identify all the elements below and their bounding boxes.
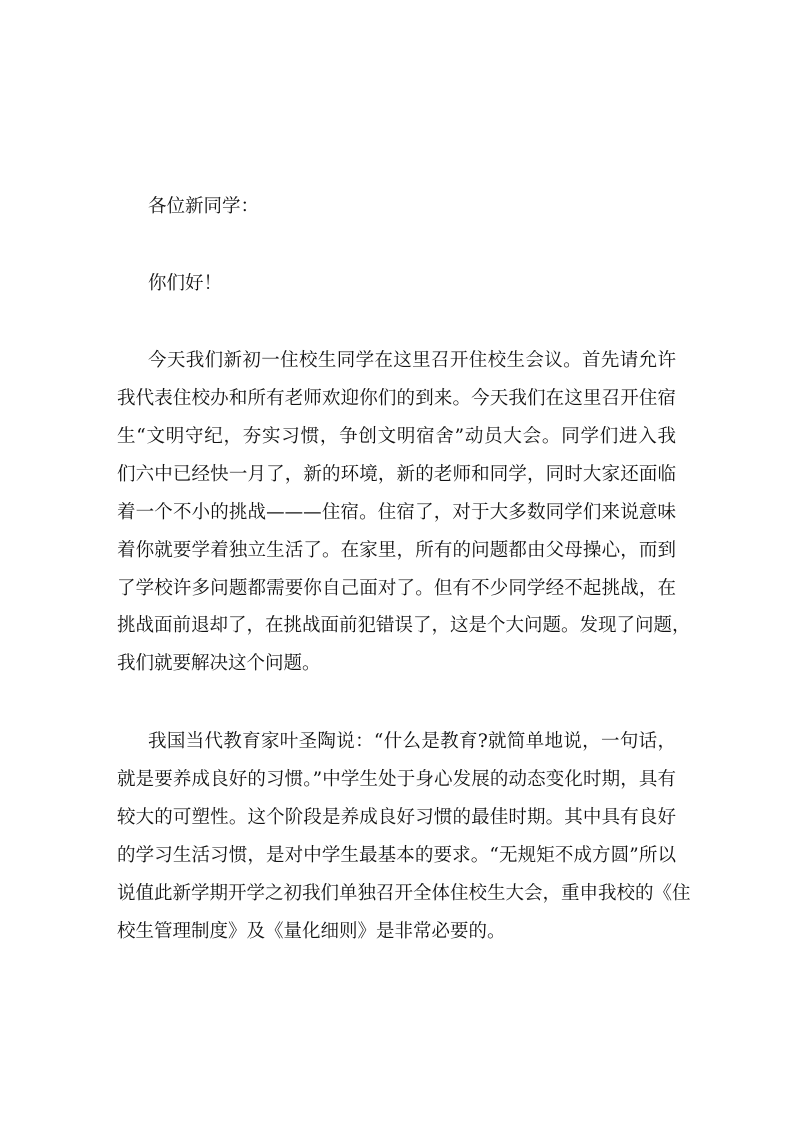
paragraph-line: 较大的可塑性。这个阶段是养成良好习惯的最佳时期。其中具有良好 [117, 807, 676, 828]
paragraph-line: 我代表住校办和所有老师欢迎你们的到来。今天我们在这里召开住宿 [117, 388, 676, 409]
greeting: 你们好！ [148, 273, 223, 294]
paragraph-line: 今天我们新初一住校生同学在这里召开住校生会议。首先请允许 [148, 350, 676, 371]
paragraph-line: 说值此新学期开学之初我们单独召开全体住校生大会，重申我校的《住 [117, 883, 691, 904]
paragraph-line: 挑战面前退却了，在挑战面前犯错误了，这是个大问题。发现了问题， [117, 615, 691, 636]
paragraph-line: 生“文明守纪，夯实习惯，争创文明宿舍”动员大会。同学们进入我 [117, 426, 676, 447]
paragraph-line: 着你就要学着独立生活了。在家里，所有的问题都由父母操心，而到 [117, 540, 676, 561]
paragraph-line: 了学校许多问题都需要你自己面对了。但有不少同学经不起挑战，在 [117, 578, 676, 599]
paragraph-line: 们六中已经快一月了，新的环境，新的老师和同学，同时大家还面临 [117, 464, 676, 485]
paragraph-line: 的学习生活习惯，是对中学生最基本的要求。“无规矩不成方圆”所以 [117, 845, 676, 866]
paragraph-line: 我国当代教育家叶圣陶说：“什么是教育?就简单地说，一句话， [148, 731, 676, 752]
paragraph-line: 校生管理制度》及《量化细则》是非常必要的。 [117, 921, 506, 942]
salutation: 各位新同学： [148, 196, 260, 217]
paragraph-line: 我们就要解决这个问题。 [117, 653, 321, 674]
paragraph-line: 着一个不小的挑战———住宿。住宿了，对于大多数同学们来说意味 [117, 502, 676, 523]
paragraph-line: 就是要养成良好的习惯。”中学生处于身心发展的动态变化时期，具有 [117, 769, 676, 790]
